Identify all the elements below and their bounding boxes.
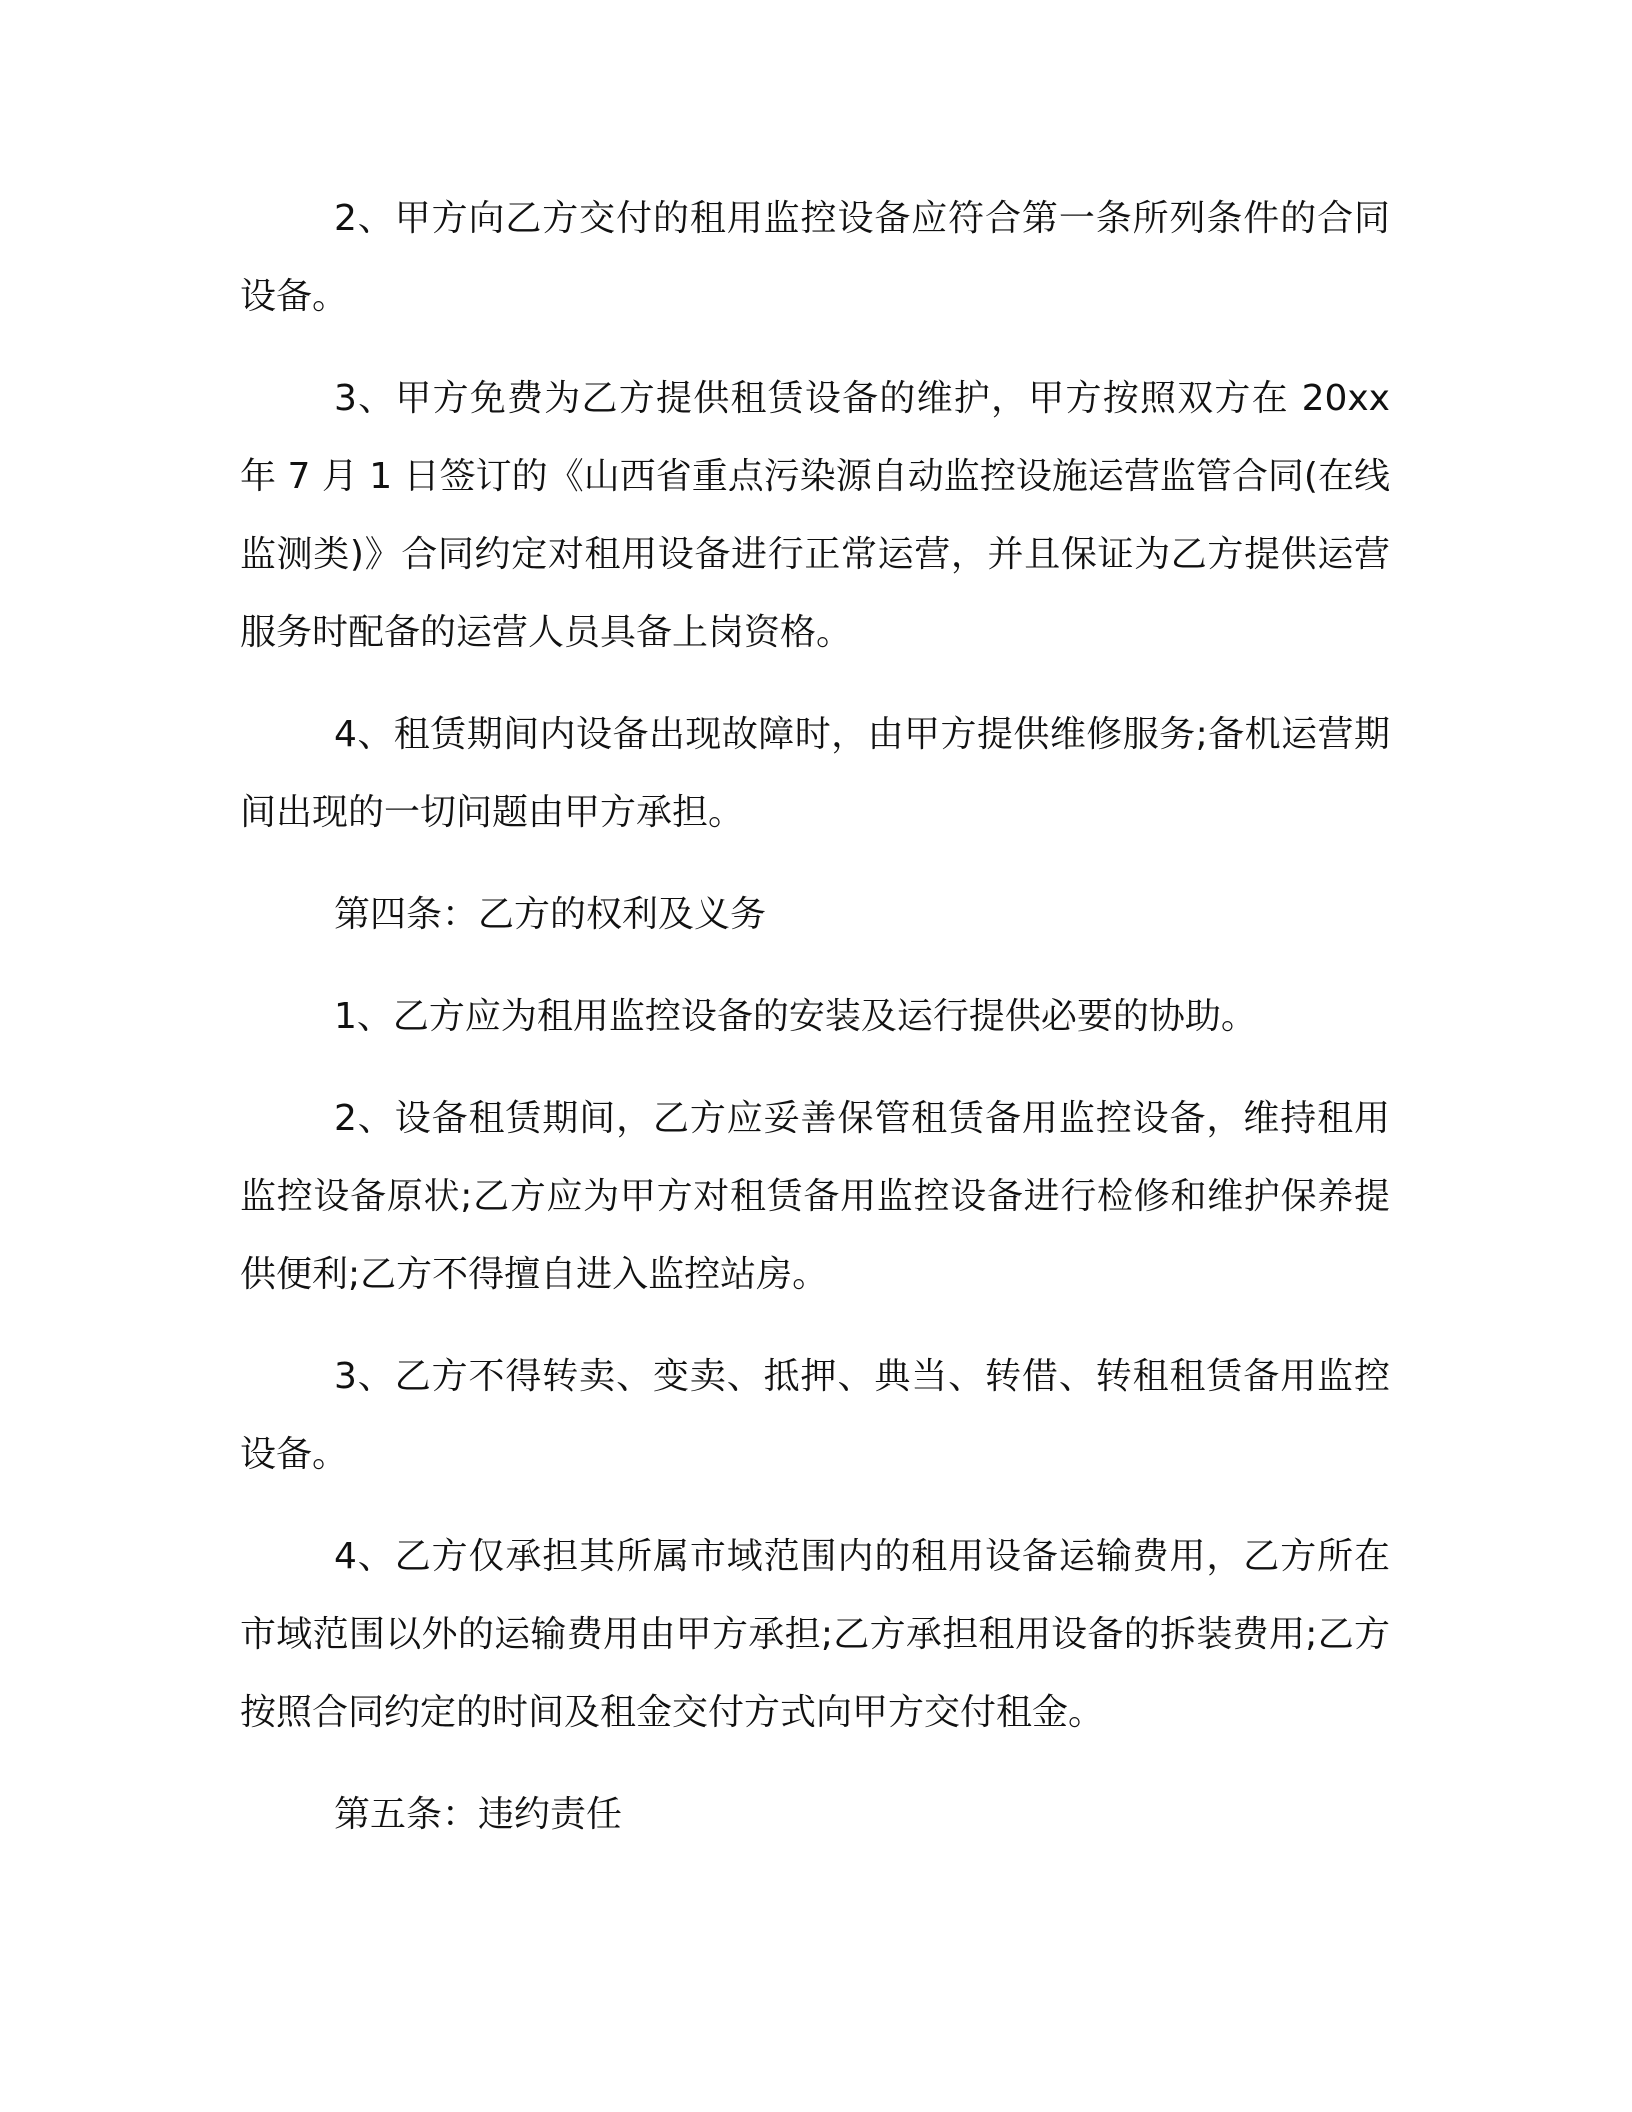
clause-3-item-3: 3、甲方免费为乙方提供租赁设备的维护，甲方按照双方在 20xx 年 7 月 1 日签订的《山西省重点污染源自动监控设施运营监管合同(在线监测类)》合同约定对租用设备进行正常运营，并且保证为乙方提供运营服务时配备的运营人员具备上岗资格。 [240, 378, 1390, 653]
clause-3-item-2: 2、甲方向乙方交付的租用监控设备应符合第一条所列条件的合同设备。 [240, 198, 1390, 317]
clause-5-heading: 第五条：违约责任 [334, 1794, 623, 1835]
clause-4-item-3: 3、乙方不得转卖、变卖、抵押、典当、转借、转租租赁备用监控设备。 [240, 1356, 1390, 1475]
document-body [240, 180, 1390, 1878]
clause-4-item-2: 2、设备租赁期间，乙方应妥善保管租赁备用监控设备，维持租用监控设备原状;乙方应为甲方对租赁备用监控设备进行检修和维护保养提供便利;乙方不得擅自进入监控站房。 [240, 1098, 1390, 1295]
clause-4-item-4: 4、乙方仅承担其所属市域范围内的租用设备运输费用，乙方所在市域范围以外的运输费用由甲方承担;乙方承担租用设备的拆装费用;乙方按照合同约定的时间及租金交付方式向甲方交付租金。 [240, 1536, 1390, 1733]
clause-3-item-4: 4、租赁期间内设备出现故障时，由甲方提供维修服务;备机运营期间出现的一切问题由甲方承担。 [240, 714, 1390, 833]
clause-4-item-1: 1、乙方应为租用监控设备的安装及运行提供必要的协助。 [334, 996, 1257, 1037]
clause-4-heading: 第四条：乙方的权利及义务 [334, 894, 767, 935]
